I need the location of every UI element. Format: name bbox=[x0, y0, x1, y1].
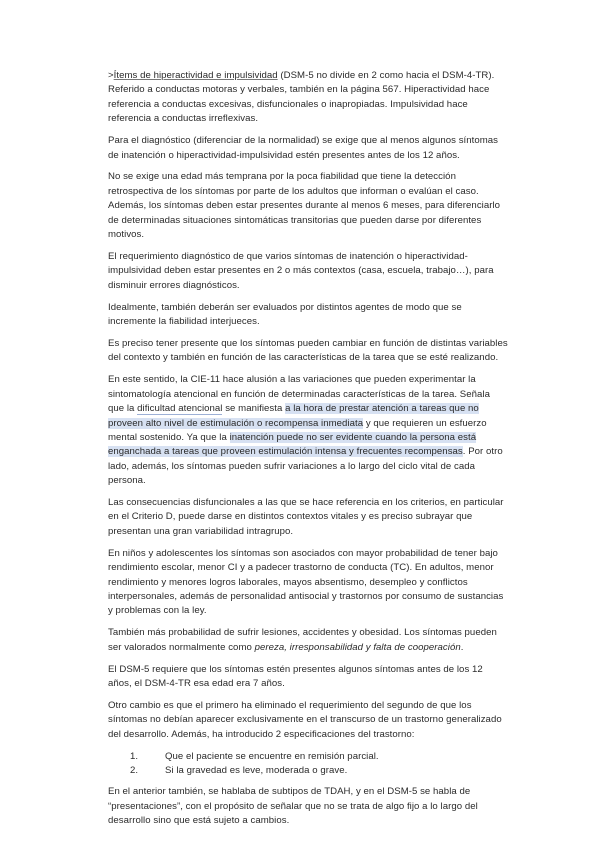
list-number: 2. bbox=[130, 765, 139, 777]
paragraph-earlier-age: No se exige una edad más temprana por la poca fiabilidad que tiene la detección retrospectiva de los síntomas por parte de los adultos que informan o evalúan el caso. Además, los síntomas deben estar presentes durante al menos 6 meses, para diferenciarlo de determinadas situaciones sintomáticas transitorias que pueden darse por diferentes motivos. bbox=[108, 171, 501, 241]
italic-phrase: pereza, irresponsabilidad y falta de cooperación bbox=[254, 641, 461, 653]
document-body bbox=[108, 69, 508, 836]
list-item bbox=[108, 750, 508, 764]
paragraph-consequences: Las consecuencias disfuncionales a las que se hace referencia en los criterios, en particular en el Criterio D, puede darse en distintos contextos vitales y es preciso subrayar que presentan una gran variabilidad intragrupo. bbox=[108, 497, 504, 537]
paragraph-text: . Por otro lado, además, los síntomas pueden sufrir variaciones a lo largo del ciclo vital de cada persona. bbox=[108, 446, 503, 487]
section-heading: Ítems de hiperactividad e impulsividad bbox=[113, 70, 278, 81]
paragraph-evaluators: Idealmente, también deberán ser evaluados por distintos agentes de modo que se incremente la fiabilidad interjueces. bbox=[108, 301, 462, 328]
highlighted-phrase: inatención puede no ser evidente cuando la persona está enganchada a tareas que proveen estimulación intensa y frecuentes recompensas bbox=[108, 431, 477, 458]
paragraph-text: En este sentido, la CIE-11 hace alusión a las variaciones que pueden experimentar la sintomatología atencional en función de determinadas características de la tarea. Señala que la bbox=[108, 374, 490, 415]
paragraph-text: (DSM-5 no divide en 2 como hacia el DSM-4-TR). Referido a conductas motoras y verbales, también en la página 567. Hiperactividad hace referencia a conductas excesivas, disfuncionales o inapropiadas. Impulsividad hace referencia a conductas irreflexivas. bbox=[108, 70, 495, 125]
paragraph-dsm5-age: El DSM-5 requiere que los síntomas estén presentes algunos síntomas antes de los 12 años, el DSM-4-TR esa edad era 7 años. bbox=[108, 663, 483, 690]
paragraph-presentations: En el anterior también, se hablaba de subtipos de TDAH, y en el DSM-5 se habla de “presentaciones”, con el propósito de señalar que no se trata de algo fijo a lo largo del desarrollo sino que está sujeto a cambios. bbox=[108, 786, 478, 827]
paragraph-injuries bbox=[108, 626, 508, 655]
paragraph-contexts: El requerimiento diagnóstico de que varios síntomas de inatención o hiperactividad-impulsividad deben estar presentes en 2 o más contextos (casa, escuela, trabajo…), para disminuir errores diagnósticos. bbox=[108, 250, 494, 291]
list-item bbox=[108, 764, 508, 778]
paragraph-diagnosis-age: Para el diagnóstico (diferenciar de la normalidad) se exige que al menos algunos síntomas de inatención o hiperactividad-impulsividad estén presentes antes de los 12 años. bbox=[108, 135, 499, 161]
paragraph-hyperactivity-items bbox=[108, 69, 508, 127]
paragraph-text: y que requieren un esfuerzo mental sostenido. Ya que la bbox=[108, 417, 487, 443]
list-text: Si la gravedad es leve, moderada o grave. bbox=[165, 765, 348, 777]
paragraph-variables: Es preciso tener presente que los síntomas pueden cambiar en función de distintas variables del contexto y también en función de las características de la tarea que se esté realizando. bbox=[108, 338, 508, 364]
paragraph-cie11 bbox=[108, 373, 508, 488]
paragraph-text: se manifiesta bbox=[222, 403, 286, 415]
specifications-list bbox=[108, 750, 508, 779]
bullet-marker: > bbox=[108, 70, 114, 81]
paragraph-other-change: Otro cambio es que el primero ha eliminado el requerimiento del segundo de que los síntomas no debían aparecer exclusivamente en el transcurso de un trastorno generalizado del desarrollo. Además, ha introducido 2 especificaciones del trastorno: bbox=[108, 699, 502, 740]
underlined-phrase: dificultad atencional bbox=[137, 403, 223, 415]
list-number: 1. bbox=[130, 750, 139, 762]
paragraph-children-adults: En niños y adolescentes los síntomas son asociados con mayor probabilidad de tener bajo rendimiento escolar, menor CI y a padecer trastorno de conducta (TC). En adultos, menor rendimiento y menores logros laborales, mayos absentismo, desempleo y conflictos interpersonales, además de personalidad antisocial y trastornos por consumo de sustancias y problemas con la ley. bbox=[108, 547, 504, 617]
paragraph-text: . bbox=[460, 641, 464, 653]
list-text: Que el paciente se encuentre en remisión parcial. bbox=[165, 750, 379, 762]
paragraph-text: También más probabilidad de sufrir lesiones, accidentes y obesidad. Los síntomas pueden ser valorados normalmente como bbox=[108, 627, 497, 653]
highlighted-phrase: a la hora de prestar atención a tareas que no proveen alto nivel de estimulación o recompensa inmediata bbox=[108, 403, 479, 429]
